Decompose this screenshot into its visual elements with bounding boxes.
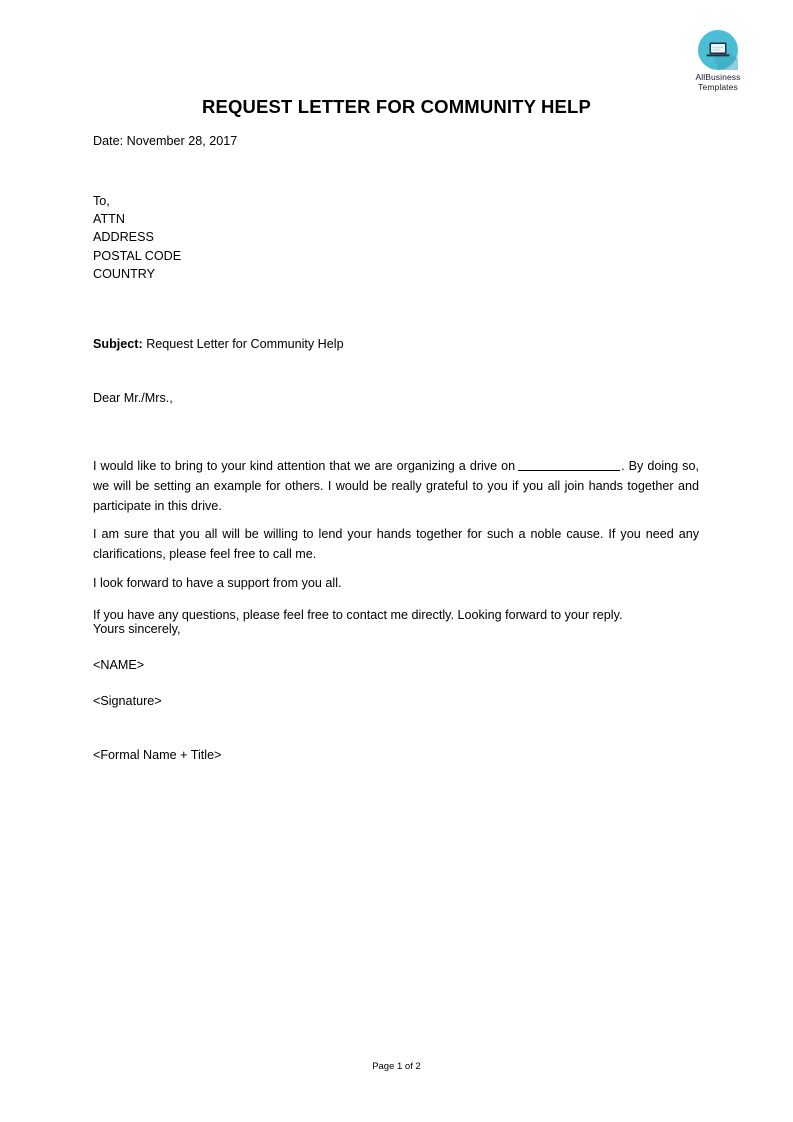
- page-footer: Page 1 of 2: [372, 1061, 421, 1072]
- body-paragraph-2: I am sure that you all will be willing to lend your hands together for such a noble cause. If you need any clarifications, please feel free to call me.: [93, 526, 699, 561]
- laptop-icon: [698, 30, 738, 70]
- recipient-line-address: ADDRESS: [93, 230, 154, 245]
- fill-in-blank-date[interactable]: [518, 458, 620, 471]
- brand-name-line2: Templates: [698, 82, 738, 92]
- date-line: Date: November 28, 2017: [93, 134, 238, 148]
- salutation: Dear Mr./Mrs.,: [93, 391, 173, 405]
- body-paragraph-1: [93, 456, 699, 516]
- brand-name-line1: AllBusiness: [695, 72, 741, 82]
- brand-logo: [673, 30, 763, 92]
- recipient-line-attn: ATTN: [93, 212, 125, 227]
- paragraph-1-text-after-blank: . By doing so, we will be setting an example for others. I would be really grateful to you if you all join hands together and participate in this drive.: [93, 458, 699, 513]
- paragraph-1-text-before-blank: I would like to bring to your kind attention that we are organizing a drive on: [93, 458, 516, 473]
- sender-name-placeholder: <NAME>: [93, 658, 145, 672]
- formal-name-title-placeholder: <Formal Name + Title>: [93, 748, 222, 762]
- subject-line: [93, 337, 344, 351]
- recipient-line-to: To,: [93, 194, 110, 208]
- recipient-address-block: [93, 192, 181, 283]
- recipient-line-country: COUNTRY: [93, 266, 156, 281]
- brand-name: [673, 72, 763, 92]
- closing-salutation: Yours sincerely,: [93, 622, 181, 636]
- page-title: REQUEST LETTER FOR COMMUNITY HELP: [201, 96, 591, 117]
- body-paragraph-4: If you have any questions, please feel free to contact me directly. Looking forward to your reply.: [93, 607, 623, 622]
- subject-value: Request Letter for Community Help: [146, 337, 344, 351]
- recipient-line-postal-code: POSTAL CODE: [93, 248, 182, 263]
- body-paragraph-3: I look forward to have a support from you all.: [93, 575, 342, 590]
- subject-label: Subject:: [93, 337, 143, 351]
- signature-placeholder: <Signature>: [93, 694, 162, 708]
